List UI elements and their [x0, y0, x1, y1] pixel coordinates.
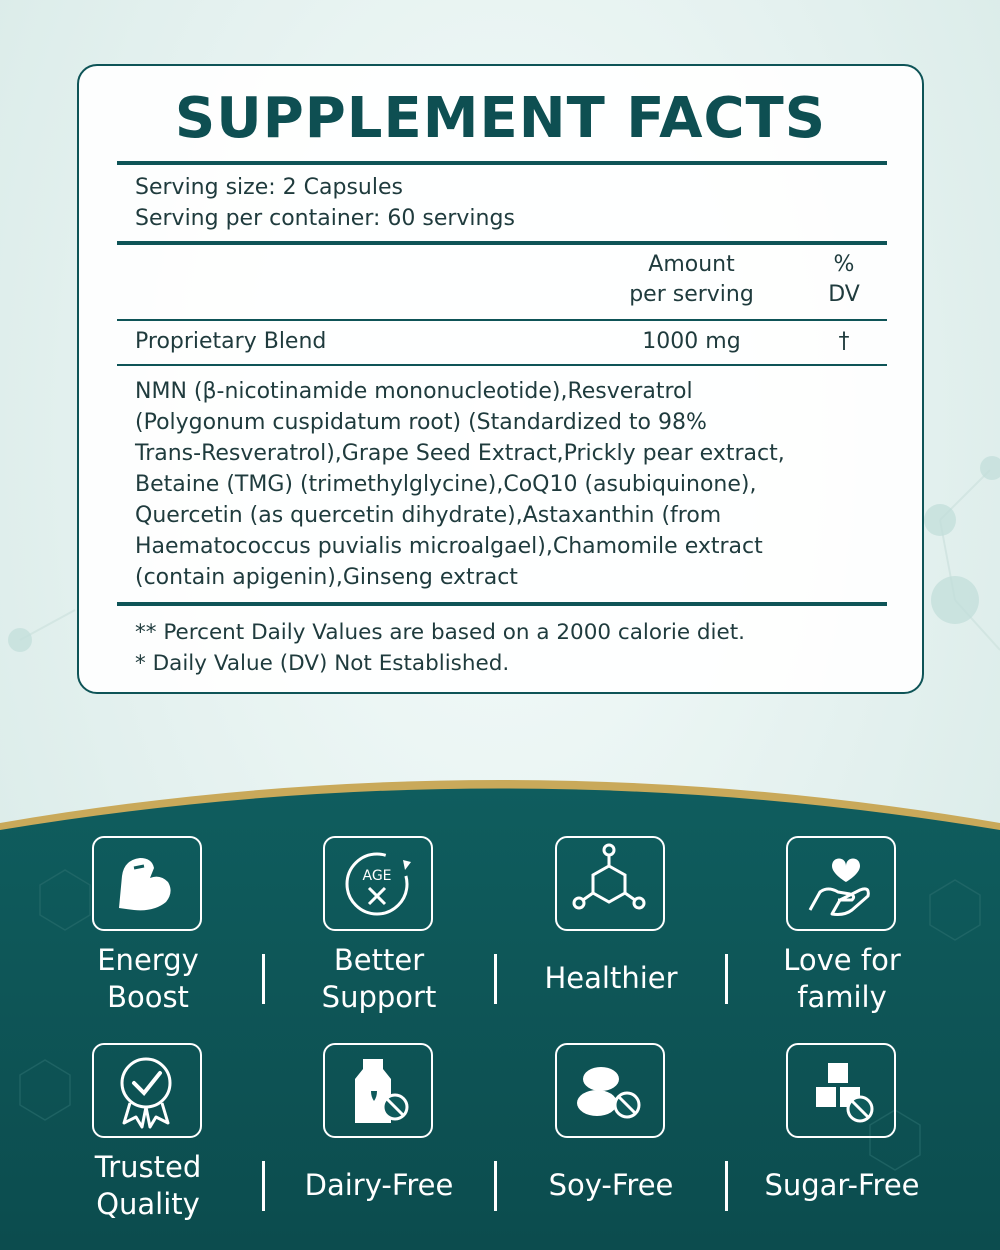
feature-label-healthier — [496, 960, 726, 997]
feature-label-line: Soy-Free — [548, 1168, 674, 1202]
feature-label-sugar-free — [727, 1167, 957, 1204]
feature-label-line: Trusted — [94, 1150, 202, 1184]
feature-label-line: Support — [321, 980, 437, 1014]
divider — [117, 241, 887, 245]
footnotes — [135, 617, 745, 679]
molecule-icon — [555, 836, 665, 931]
feature-label-energy-boost — [33, 942, 263, 1016]
no-sugar-icon — [786, 1043, 896, 1138]
footnote-daily-values: ** Percent Daily Values are based on a 2000 calorie diet. — [135, 620, 745, 645]
column-header-dv-line1: % — [833, 252, 855, 277]
supplement-facts-panel — [77, 64, 924, 694]
ingredients-line: Haematococcus puvialis microalgael),Chamomile extract — [135, 534, 763, 559]
column-header-dv — [804, 250, 884, 310]
divider — [117, 364, 887, 366]
ingredients-line: (Polygonum cuspidatum root) (Standardized to 98% — [135, 410, 707, 435]
feature-label-soy-free — [496, 1167, 726, 1204]
ingredients-list — [135, 376, 865, 593]
feature-label-line: Sugar-Free — [764, 1168, 920, 1202]
ingredients-line: (contain apigenin),Ginseng extract — [135, 565, 518, 590]
award-check-icon — [92, 1043, 202, 1138]
column-header-amount — [599, 250, 784, 310]
age-clock-icon — [323, 836, 433, 931]
feature-label-line: Quality — [96, 1187, 200, 1221]
column-header-amount-line1: Amount — [648, 252, 735, 277]
flexed-arm-icon — [92, 836, 202, 931]
no-soy-icon — [555, 1043, 665, 1138]
feature-label-dairy-free — [264, 1167, 494, 1204]
footnote-dv-not-established: * Daily Value (DV) Not Established. — [135, 651, 510, 676]
age-icon-text: AGE — [362, 868, 392, 884]
feature-label-love-for-family — [727, 942, 957, 1016]
divider — [117, 602, 887, 606]
ingredients-line: Trans-Resveratrol),Grape Seed Extract,Prickly pear extract, — [135, 441, 785, 466]
feature-label-line: Energy — [97, 943, 199, 977]
blend-dv: † — [838, 329, 850, 354]
feature-label-line: Boost — [107, 980, 189, 1014]
ingredients-line: Quercetin (as quercetin dihydrate),Astaxanthin (from — [135, 503, 722, 528]
feature-label-line: Love for — [783, 943, 901, 977]
ingredients-line: NMN (β-nicotinamide mononucleotide),Resveratrol — [135, 379, 693, 404]
servings-per-container: Serving per container: 60 servings — [135, 206, 515, 231]
ingredients-line: Betaine (TMG) (trimethylglycine),CoQ10 (asubiquinone), — [135, 472, 757, 497]
feature-label-line: Better — [333, 943, 425, 977]
feature-label-line: family — [797, 980, 887, 1014]
serving-info — [135, 172, 515, 234]
divider — [117, 319, 887, 321]
blend-name: Proprietary Blend — [135, 329, 327, 354]
feature-label-trusted-quality — [33, 1149, 263, 1223]
no-milk-icon — [323, 1043, 433, 1138]
feature-label-better-support — [264, 942, 494, 1016]
column-header-amount-line2: per serving — [629, 282, 754, 307]
blend-amount: 1000 mg — [642, 329, 741, 354]
feature-label-line: Healthier — [544, 961, 678, 995]
column-header-dv-line2: DV — [828, 282, 860, 307]
panel-title: SUPPLEMENT FACTS — [174, 86, 827, 151]
serving-size: Serving size: 2 Capsules — [135, 175, 403, 200]
divider — [117, 161, 887, 165]
feature-label-line: Dairy-Free — [304, 1168, 454, 1202]
heart-hand-icon — [786, 836, 896, 931]
